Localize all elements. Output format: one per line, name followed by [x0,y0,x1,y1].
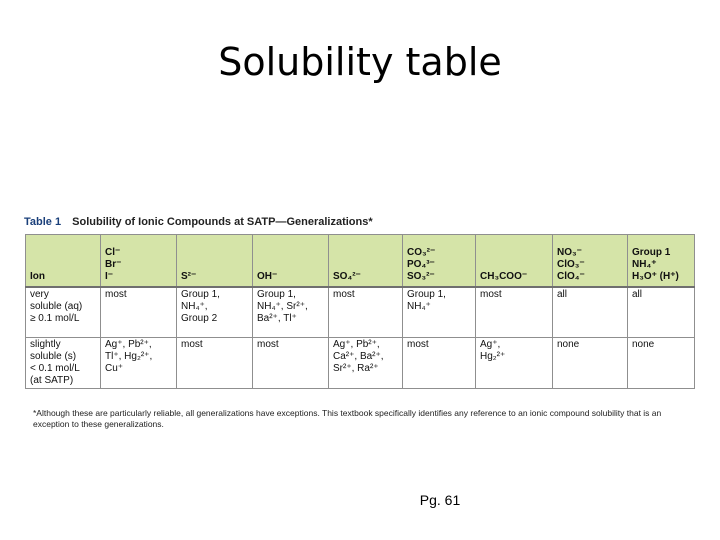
header-line: ClO₄⁻ [557,271,585,282]
header-line: CH₃COO⁻ [480,271,528,282]
cell-line: most [105,289,127,300]
row-label-line: (at SATP) [30,375,74,386]
cell-line: Group 1, [181,289,220,300]
header-anion-column [403,235,476,288]
table-cell [101,338,177,389]
cell-line: Ag⁺, Pb²⁺, [105,339,152,350]
cell-line: Hg₂²⁺ [480,351,506,362]
table-footnote: *Although these are particularly reliable, all generalizations have exceptions. This textbook specifically identifies any reference to an ionic compound solubility that is an exception to these generalizations. [33,408,662,429]
table-caption-label: Table 1 [24,216,62,228]
slide-title: Solubility table [218,40,502,84]
header-anion-column [476,235,553,288]
header-line: ClO₃⁻ [557,259,585,270]
table-cell [253,287,329,338]
cell-line: NH₄⁺, [181,301,208,312]
row-label-line: soluble (s) [30,351,77,362]
cell-line: Ag⁺, [480,339,501,350]
row-label-line: soluble (aq) [30,301,83,312]
cell-line: most [181,339,203,350]
row-label-line: very [30,289,49,300]
header-line: OH⁻ [257,271,278,282]
header-line: I⁻ [105,271,114,282]
cell-line: all [557,289,568,300]
solubility-table [25,234,695,389]
cell-line: most [333,289,355,300]
table-caption [24,216,704,228]
cell-line: Group 1, [407,289,446,300]
cell-line: Ca²⁺, Ba²⁺, [333,351,384,362]
cell-line: none [632,339,655,350]
header-line: SO₃²⁻ [407,271,435,282]
header-line: S²⁻ [181,271,197,282]
header-line: NO₃⁻ [557,247,582,258]
cell-line: Sr²⁺, Ra²⁺ [333,363,379,374]
cell-line: all [632,289,643,300]
cell-line: NH₄⁺ [407,301,431,312]
page-number: Pg. 61 [419,492,461,508]
table-cell [476,338,553,389]
header-ion [26,235,101,288]
header-anion-column [101,235,177,288]
row-label-line: ≥ 0.1 mol/L [30,313,80,324]
table-cell [177,338,253,389]
table-cell [253,338,329,389]
header-line: CO₃²⁻ [407,247,436,258]
table-cell [628,287,695,338]
table-cell [553,338,628,389]
header-line: PO₄³⁻ [407,259,435,270]
table-cell [403,338,476,389]
cell-line: Ag⁺, Pb²⁺, [333,339,380,350]
header-line: Ion [30,271,45,282]
row-label [26,338,101,389]
cell-line: most [257,339,279,350]
header-line: Group 1 [632,247,671,258]
table-cell [329,287,403,338]
cell-line: most [480,289,502,300]
header-line: Br⁻ [105,259,122,270]
table-header [26,235,695,288]
header-line: Cl⁻ [105,247,121,258]
row-label-line: < 0.1 mol/L [30,363,80,374]
table-cell [476,287,553,338]
header-anion-column [329,235,403,288]
cell-line: Tl⁺, Hg₂²⁺, [105,351,153,362]
header-anion-column [628,235,695,288]
header-line: NH₄⁺ [632,259,657,270]
table-row [26,287,695,338]
table-cell [553,287,628,338]
header-anion-column [253,235,329,288]
table-cell [177,287,253,338]
table-cell [329,338,403,389]
header-line: SO₄²⁻ [333,271,361,282]
cell-line: none [557,339,580,350]
row-label [26,287,101,338]
cell-line: Cu⁺ [105,363,124,374]
header-anion-column [553,235,628,288]
header-row [26,235,695,288]
cell-line: NH₄⁺, Sr²⁺, [257,301,308,312]
table-body [26,287,695,389]
cell-line: Group 2 [181,313,218,324]
table-caption-text: Solubility of Ionic Compounds at SATP—Generalizations* [72,216,373,228]
table-cell [101,287,177,338]
table-cell [628,338,695,389]
cell-line: Group 1, [257,289,296,300]
table-row [26,338,695,389]
row-label-line: slightly [30,339,61,350]
header-line: H₃O⁺ (H⁺) [632,271,679,282]
cell-line: Ba²⁺, Tl⁺ [257,313,297,324]
header-anion-column [177,235,253,288]
table-cell [403,287,476,338]
cell-line: most [407,339,429,350]
